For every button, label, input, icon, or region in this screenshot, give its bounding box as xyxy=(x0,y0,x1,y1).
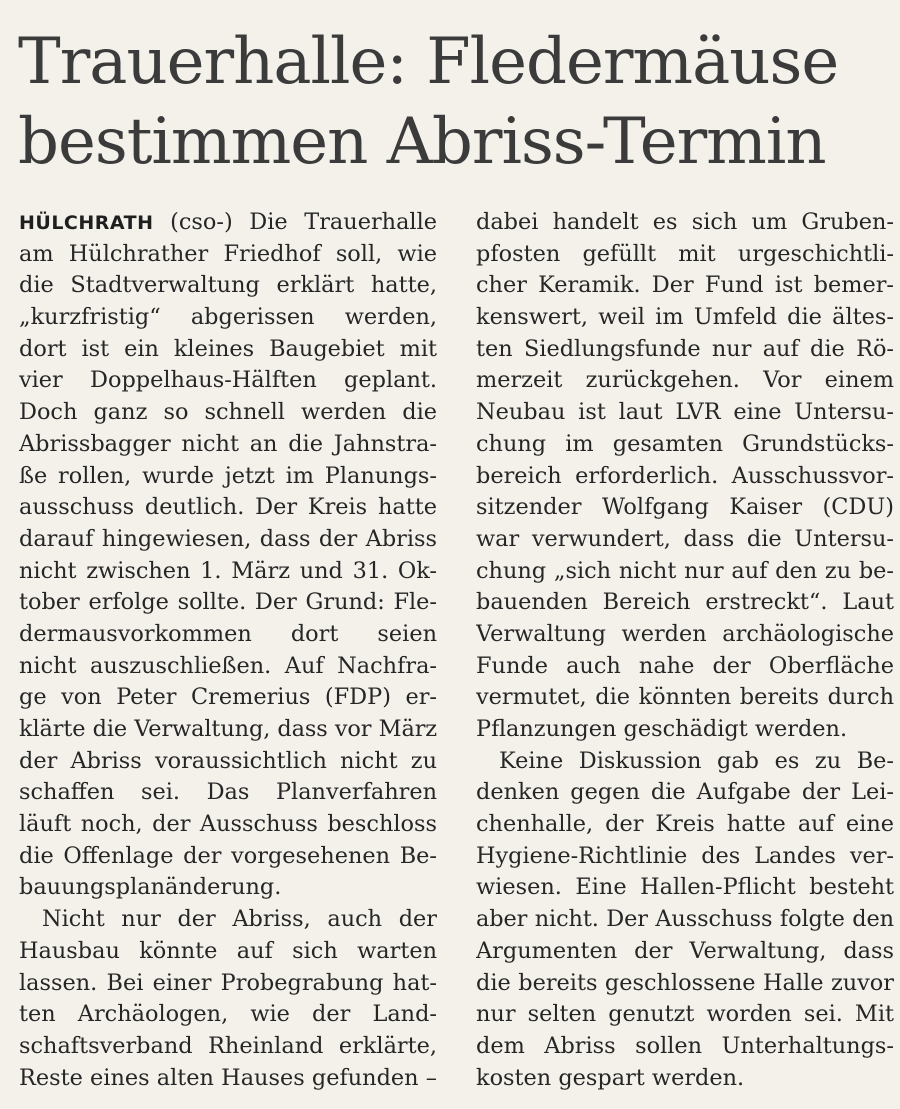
article-line: dem Abriss sollen Unterhaltungs- xyxy=(476,1032,894,1059)
article-line: lassen. Bei einer Probegrabung hat- xyxy=(19,969,437,996)
article-line: Funde auch nahe der Oberfläche xyxy=(476,652,894,679)
article-line: der Abriss voraussichtlich nicht zu xyxy=(19,747,437,774)
article-line: chung „sich nicht nur auf den zu be- xyxy=(476,557,894,584)
article-line: ten Siedlungsfunde nur auf die Rö- xyxy=(476,335,894,362)
article-line: läuft noch, der Ausschuss beschloss xyxy=(19,811,437,838)
article-line: war verwundert, dass die Untersu- xyxy=(476,525,894,552)
headline-line-1: Trauerhalle: Fledermäuse xyxy=(18,25,839,99)
article-line: ge von Peter Cremerius (FDP) er- xyxy=(19,684,437,711)
article-line: sitzender Wolfgang Kaiser (CDU) xyxy=(476,494,894,521)
article-line: kenswert, weil im Umfeld die ältes- xyxy=(476,304,894,331)
article-line: am Hülchrather Friedhof soll, wie xyxy=(19,240,437,267)
article-line: tober erfolge sollte. Der Grund: Fle- xyxy=(19,589,437,616)
headline-line-2: bestimmen Abriss-Termin xyxy=(18,105,826,179)
article-line: ße rollen, wurde jetzt im Planungs- xyxy=(19,462,437,489)
article-line: Abrissbagger nicht an die Jahnstra- xyxy=(19,430,437,457)
article-line: Argumenten der Verwaltung, dass xyxy=(476,937,894,964)
article-line: darauf hingewiesen, dass der Abriss xyxy=(19,525,437,552)
article-line: denken gegen die Aufgabe der Lei- xyxy=(476,779,894,806)
article-line: dort ist ein kleines Baugebiet mit xyxy=(19,335,437,362)
article-line: Reste eines alten Hauses gefunden – xyxy=(19,1064,437,1091)
article-line: aber nicht. Der Ausschuss folgte den xyxy=(476,906,894,933)
article-line: cher Keramik. Der Fund ist bemer- xyxy=(476,272,894,299)
article-line: Hausbau könnte auf sich warten xyxy=(19,937,437,964)
article-line: bereich erforderlich. Ausschussvor- xyxy=(476,462,894,489)
article-line: Hygiene-Richtlinie des Landes ver- xyxy=(476,842,894,869)
headline xyxy=(18,22,888,182)
article-column-right xyxy=(476,207,894,1094)
article-line: die Stadtverwaltung erklärt hatte, xyxy=(19,272,437,299)
article-line: die bereits geschlossene Halle zuvor xyxy=(476,969,894,996)
article-line: wiesen. Eine Hallen-Pflicht besteht xyxy=(476,874,894,901)
article-column-left xyxy=(19,207,437,1094)
article-line: chenhalle, der Kreis hatte auf eine xyxy=(476,811,894,838)
article-line xyxy=(19,207,437,239)
article-line: kosten gespart werden. xyxy=(476,1064,745,1091)
article-line: Verwaltung werden archäologische xyxy=(476,620,894,647)
article-line: chung im gesamten Grundstücks- xyxy=(476,430,894,457)
article-line: merzeit zurückgehen. Vor einem xyxy=(476,367,894,394)
article-line: nicht zwischen 1. März und 31. Ok- xyxy=(19,557,437,584)
article-line: nicht auszuschließen. Auf Nachfra- xyxy=(19,652,437,679)
article-line: bauenden Bereich erstreckt“. Laut xyxy=(476,589,894,616)
first-line-text: (cso-) Die Trauerhalle xyxy=(153,209,437,235)
dateline: HÜLCHRATH xyxy=(19,212,154,234)
article-line: dabei handelt es sich um Gruben- xyxy=(476,209,894,235)
article-line: Doch ganz so schnell werden die xyxy=(19,399,437,426)
article-line: schaftsverband Rheinland erklärte, xyxy=(19,1032,437,1059)
article-line: pfosten gefüllt mit urgeschichtli- xyxy=(476,240,894,267)
article-line: Pflanzungen geschädigt werden. xyxy=(476,716,848,742)
article-line: ten Archäologen, wie der Land- xyxy=(19,1001,437,1028)
article-line: Nicht nur der Abriss, auch der xyxy=(42,906,437,933)
article-line: „kurzfristig“ abgerissen werden, xyxy=(19,304,437,331)
article-line: vermutet, die könnten bereits durch xyxy=(476,684,894,711)
article-line: Keine Diskussion gab es zu Be- xyxy=(499,747,894,774)
article-line: die Offenlage der vorgesehenen Be- xyxy=(19,842,437,869)
article-line: ausschuss deutlich. Der Kreis hatte xyxy=(19,494,437,521)
article-line: bauungsplanänderung. xyxy=(19,874,282,901)
article-line: klärte die Verwaltung, dass vor März xyxy=(19,716,437,742)
article-line: Neubau ist laut LVR eine Untersu- xyxy=(476,399,894,426)
article-line: nur selten genutzt worden sei. Mit xyxy=(476,1001,894,1028)
article-line: vier Doppelhaus-Hälften geplant. xyxy=(19,367,437,394)
article-line: dermausvorkommen dort seien xyxy=(19,620,437,647)
article-line: schaffen sei. Das Planverfahren xyxy=(19,779,437,806)
